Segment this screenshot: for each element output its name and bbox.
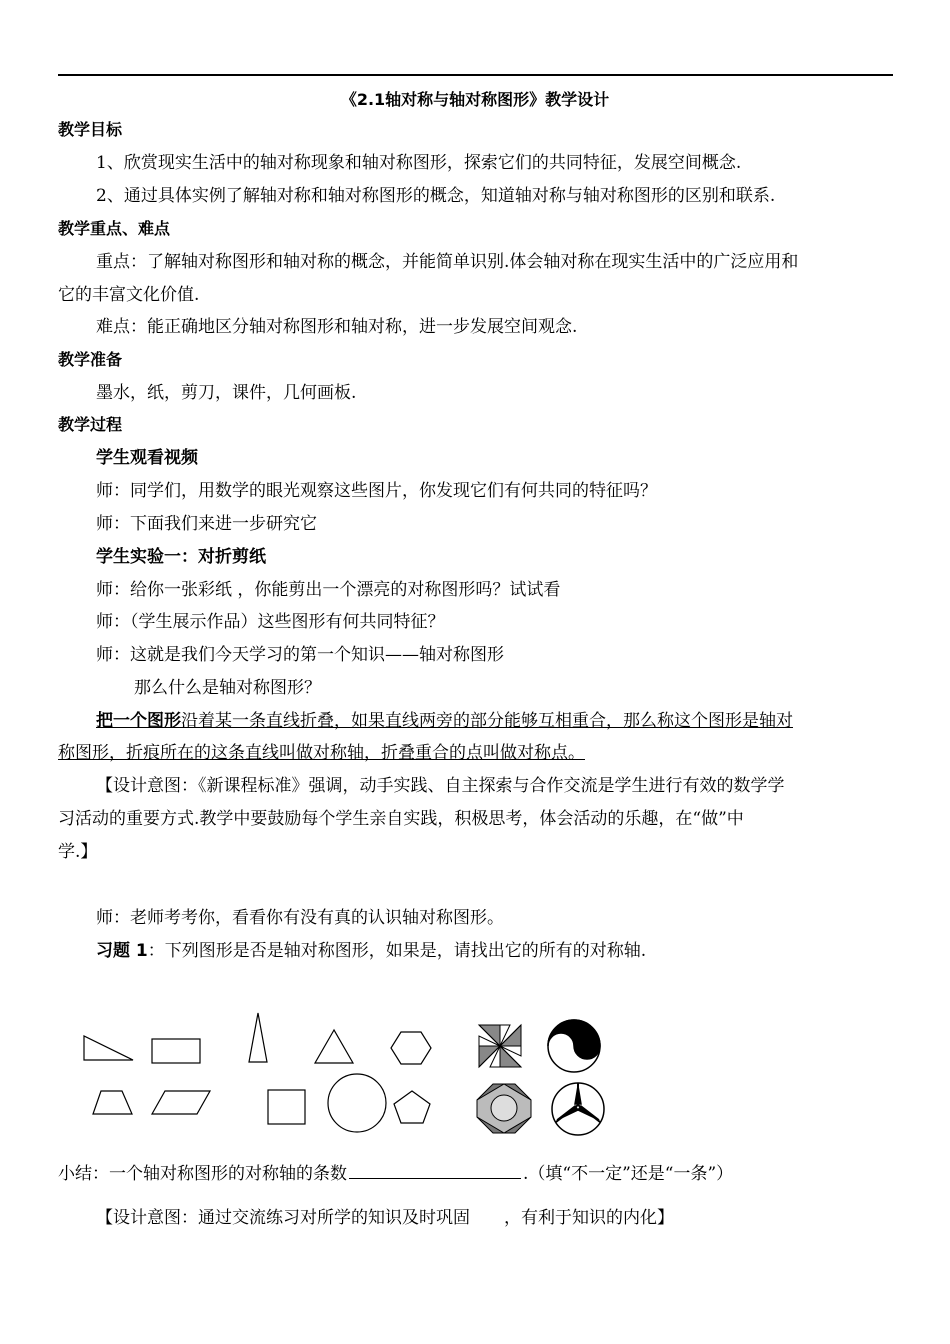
ring-hexagon-figure <box>477 1084 531 1133</box>
pinwheel-figure <box>479 1025 521 1067</box>
tall-triangle-figure <box>249 1013 267 1062</box>
process-heading: 教学过程 <box>58 415 123 434</box>
top-rule <box>58 74 893 76</box>
definition-bold: 把一个图形 <box>96 711 181 731</box>
rectangle-figure <box>152 1039 200 1063</box>
hexagon-figure <box>391 1032 431 1064</box>
goal-1: 1、欣赏现实生活中的轴对称现象和轴对称图形，探索它们的共同特征，发展空间概念. <box>96 153 742 173</box>
question-line: 那么什么是轴对称图形？ <box>134 678 321 698</box>
summary-hint: .（填“不一定”还是“一条”） <box>523 1164 734 1184</box>
exercise-text: ：下列图形是否是轴对称图形，如果是，请找出它的所有的对称轴. <box>147 941 647 961</box>
summary-text: 小结：一个轴对称图形的对称轴的条数 <box>58 1164 347 1184</box>
teacher-line-3: 师：给你一张彩纸 ，你能剪出一个漂亮的对称图形吗？试试看 <box>96 580 561 600</box>
design-intent-1-line2: 习活动的重要方式.教学中要鼓励每个学生亲自实践，积极思考，体会活动的乐趣，在“做”中 <box>58 809 744 829</box>
definition-line2: 称图形，折痕所在的这条直线叫做对称轴，折叠重合的点叫做对称点。 <box>58 743 585 763</box>
summary-line <box>58 1160 733 1186</box>
teacher-line-1: 师：同学们，用数学的眼光观察这些图片，你发现它们有何共同的特征吗？ <box>96 481 657 501</box>
exercise-label: 习题 1 <box>96 941 148 961</box>
parallelogram-figure <box>152 1091 210 1114</box>
key-heading: 教学重点、难点 <box>58 219 171 238</box>
teacher-line-5: 师：这就是我们今天学习的第一个知识——轴对称图形 <box>96 645 504 665</box>
prep-items: 墨水，纸，剪刀，课件，几何画板. <box>96 383 357 403</box>
design-intent-1-line1: 【设计意图：《新课程标准》强调，动手实践、自主探索与合作交流是学生进行有效的数学学 <box>96 776 785 796</box>
definition-rest: 沿着某一条直线折叠，如果直线两旁的部分能够互相重合，那么称这个图形是轴对 <box>181 711 793 731</box>
goal-2: 2、通过具体实例了解轴对称和轴对称图形的概念，知道轴对称与轴对称图形的区别和联系. <box>96 186 776 206</box>
right-triangle-figure <box>84 1036 133 1060</box>
exercise-1 <box>96 939 646 963</box>
equilateral-triangle-figure <box>315 1030 353 1063</box>
teacher-line-4: 师：（学生展示作品）这些图形有何共同特征？ <box>96 612 445 632</box>
goals-heading: 教学目标 <box>58 120 123 139</box>
summary-blank <box>349 1160 521 1179</box>
key-point-line1: 重点：了解轴对称图形和轴对称的概念，并能简单识别.体会轴对称在现实生活中的广泛应用和 <box>96 252 799 272</box>
circle-figure <box>328 1074 386 1132</box>
trapezoid-figure <box>93 1091 132 1114</box>
video-heading: 学生观看视频 <box>96 448 198 468</box>
square-figure <box>268 1090 305 1124</box>
prep-heading: 教学准备 <box>58 350 123 369</box>
key-point-line2: 它的丰富文化价值. <box>58 285 200 305</box>
page-title: 《2.1轴对称与轴对称图形》教学设计 <box>340 90 610 109</box>
experiment-heading: 学生实验一：对折剪纸 <box>96 547 266 567</box>
exercise-figures <box>0 1000 950 1150</box>
design-intent-2: 【设计意图：通过交流练习对所学的知识及时巩固 ，有利于知识的内化】 <box>96 1208 674 1228</box>
pentagon-figure <box>394 1091 430 1123</box>
design-intent-1-line3: 学.】 <box>58 842 98 862</box>
teacher-line-2: 师：下面我们来进一步研究它 <box>96 514 317 534</box>
definition-line1 <box>96 709 793 733</box>
three-blade-circle-figure <box>552 1083 604 1135</box>
teacher-line-6: 师：老师考考你，看看你有没有真的认识轴对称图形。 <box>96 908 504 928</box>
difficult-point: 难点：能正确地区分轴对称图形和轴对称，进一步发展空间观念. <box>96 317 578 337</box>
yin-yang-figure <box>548 1020 600 1072</box>
